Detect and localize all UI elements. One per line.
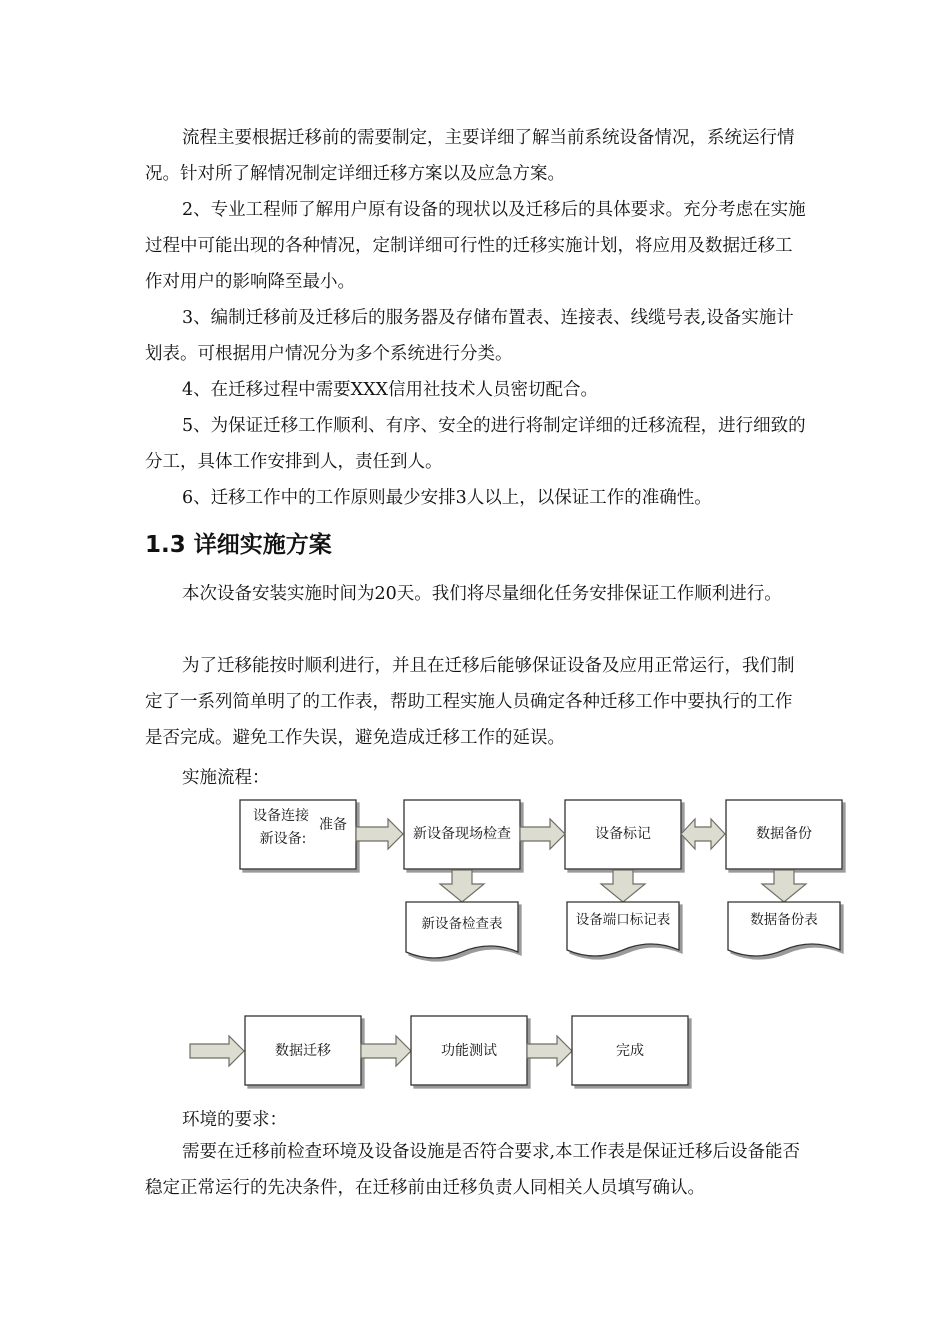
section-title: 详细实施方案	[193, 532, 332, 558]
box-prepare-line2: 新设备:	[259, 831, 307, 847]
box-function-test	[411, 1016, 527, 1085]
paragraph-item-5: 5、为保证迁移工作顺利、有序、安全的进行将制定详细的迁移流程，进行细致的分工，具体工作安排到人，责任到人。	[145, 416, 806, 472]
box-data-backup	[726, 800, 842, 869]
doc-port-marking-sheet	[567, 902, 679, 956]
box-prepare-side: 准备	[319, 817, 347, 833]
box-device-marking	[565, 800, 681, 869]
paragraph-item-3: 3、编制迁移前及迁移后的服务器及存储布置表、连接表、线缆号表,设备实施计划表。可根据用户情况分为多个系统进行分类。	[145, 308, 794, 364]
arrow-down-icon	[440, 870, 484, 902]
paragraph-intro: 流程主要根据迁移前的需要制定，主要详细了解当前系统设备情况，系统运行情况。针对所了解情况制定详细迁移方案以及应急方案。	[145, 128, 795, 184]
box-data-migration	[245, 1016, 361, 1085]
section-heading	[145, 526, 332, 559]
arrow-right-icon	[361, 1036, 411, 1066]
doc-data-backup-sheet	[728, 902, 840, 956]
box-site-inspection-label: 新设备现场检查	[413, 826, 511, 842]
arrow-right-icon	[520, 819, 565, 849]
paragraph-item-2: 2、专业工程师了解用户原有设备的现状以及迁移后的具体要求。充分考虑在实施过程中可能出现的各种情况，定制详细可行性的迁移实施计划，将应用及数据迁移工作对用户的影响降至最小。	[145, 200, 806, 292]
flow-label: 实施流程：	[182, 768, 270, 788]
section-number: 1.3	[145, 532, 186, 558]
box-prepare-new-device	[240, 800, 356, 869]
env-label: 环境的要求：	[182, 1110, 287, 1130]
box-site-inspection	[404, 800, 520, 869]
arrow-down-icon	[762, 870, 806, 902]
doc-new-device-checklist	[406, 902, 518, 958]
doc-new-device-checklist-label: 新设备检查表	[421, 916, 503, 932]
arrow-right-icon	[190, 1036, 244, 1066]
implementation-flowchart	[0, 790, 950, 1100]
box-data-backup-label: 数据备份	[756, 826, 812, 842]
paragraph-env-requirements: 需要在迁移前检查环境及设备设施是否符合要求,本工作表是保证迁移后设备能否稳定正常运行的先决条件，在迁移前由迁移负责人同相关人员填写确认。	[145, 1142, 801, 1198]
box-prepare-line1: 设备连接	[253, 808, 309, 824]
box-complete-label: 完成	[616, 1043, 644, 1059]
arrow-right-icon	[527, 1036, 572, 1066]
double-arrow-icon	[681, 819, 725, 849]
paragraph-item-6: 6、迁移工作中的工作原则最少安排3人以上，以保证工作的准确性。	[182, 488, 712, 508]
box-function-test-label: 功能测试	[441, 1043, 497, 1059]
arrow-right-icon	[356, 819, 403, 849]
arrow-down-icon	[601, 870, 645, 902]
doc-data-backup-sheet-label: 数据备份表	[750, 912, 818, 928]
paragraph-duration: 本次设备安装实施时间为20天。我们将尽量细化任务安排保证工作顺利进行。	[182, 584, 782, 604]
doc-port-marking-sheet-label: 设备端口标记表	[575, 912, 671, 928]
box-data-migration-label: 数据迁移	[275, 1043, 331, 1059]
box-complete	[572, 1016, 688, 1085]
paragraph-worksheets: 为了迁移能按时顺利进行，并且在迁移后能够保证设备及应用正常运行，我们制定了一系列简单明了的工作表，帮助工程实施人员确定各种迁移工作中要执行的工作是否完成。避免工作失误，避免造成迁移工作的延误。	[145, 656, 795, 748]
paragraph-item-4: 4、在迁移过程中需要XXX信用社技术人员密切配合。	[182, 380, 599, 400]
box-device-marking-label: 设备标记	[595, 826, 651, 842]
